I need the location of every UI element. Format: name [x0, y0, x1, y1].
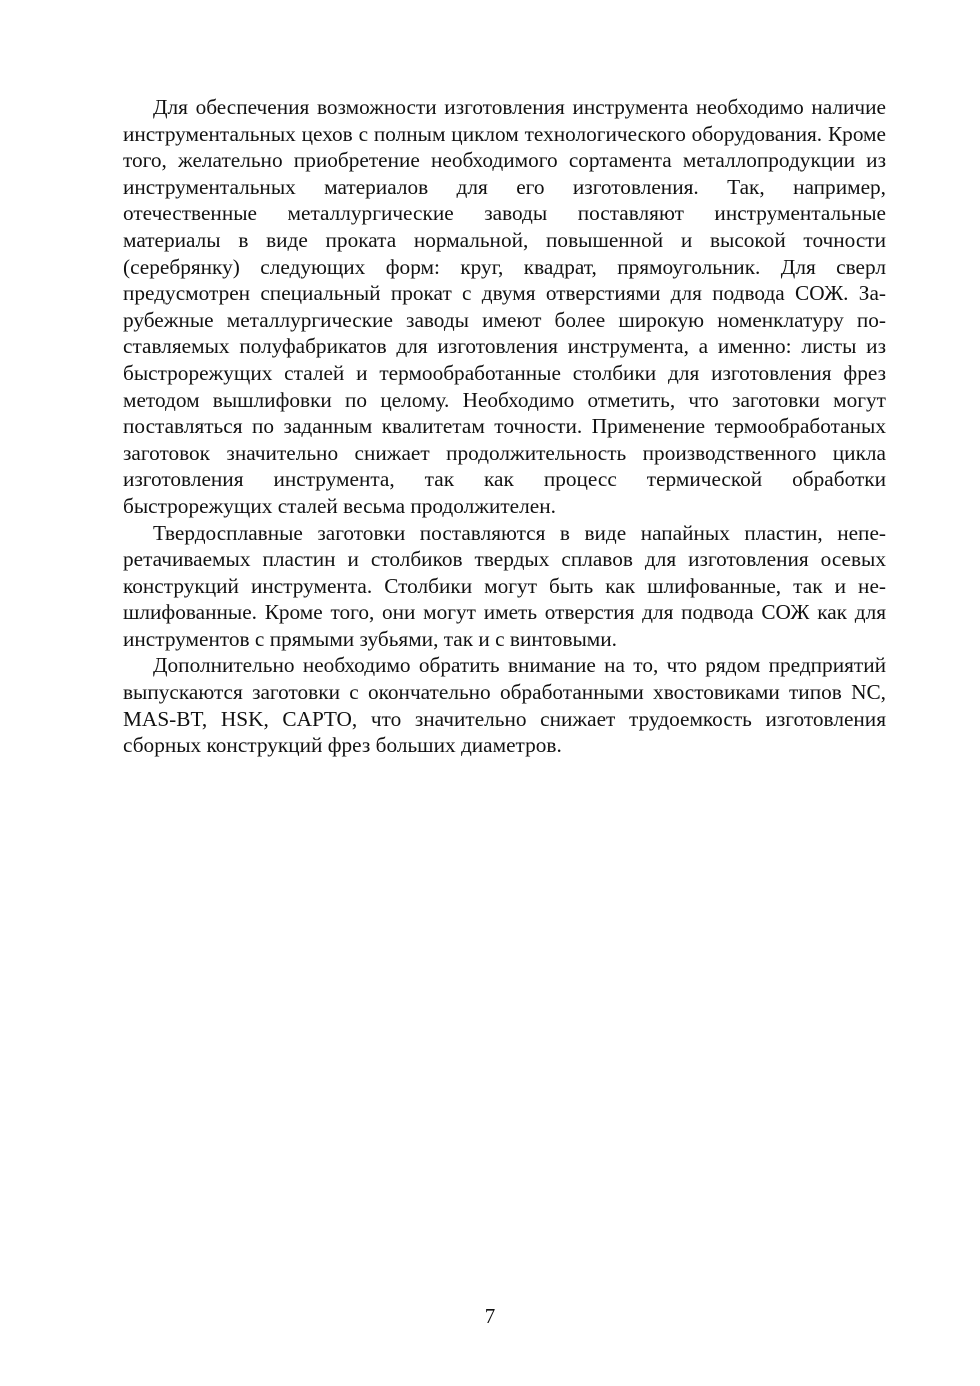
paragraph-1: Для обеспечения возможности изготовления инструмента необходимо наличие инструментальных цехов с полным циклом технологического оборудования. Кроме того, желательно приобретение необходимого сортамента металлопродукции из инструментальных материалов для его изготовления. Так, например, отечественные металлургические заводы поставляют инструментальные материалы в виде проката нормальной, повышенной и высокой точности (серебрянку) следующих форм: круг, квадрат, прямоугольник. Для сверл предусмотрен специальный прокат с двумя отверстиями для подвода СОЖ. Зарубежные металлургические заводы имеют более широкую номенклатуру поставляемых полуфабрикатов для изготовления инструмента, а именно: листы из быстрорежущих сталей и термообработанные столбики для изготовления фрез методом вышлифовки по целому. Необходимо отметить, что заготовки могут поставляться по заданным квалитетам точности. Применение термообработаных заготовок значительно снижает продолжительность производственного цикла изготовления инструмента, так как процесс термической обработки быстрорежущих сталей весьма продолжителен. — [123, 95, 886, 518]
page-number: 7 — [484, 1304, 496, 1328]
text-body — [123, 94, 886, 759]
paragraph-3: Дополнительно необходимо обратить внимание на то, что рядом предприятий выпускаются заготовки с окончательно обработанными хвостовиками типов NC, MAS-BT, HSK, CAPTO, что значительно снижает трудоемкость изготовления сборных конструкций фрез больших диаметров. — [123, 653, 886, 758]
paragraph-2: Твердосплавные заготовки поставляются в виде напайных пластин, неперетачиваемых пластин и столбиков твердых сплавов для изготовления осевых конструкций инструмента. Столбики могут быть как шлифованные, так и нешлифованные. Кроме того, они могут иметь отверстия для подвода СОЖ как для инструментов с прямыми зубьями, так и с винтовыми. — [123, 520, 886, 651]
